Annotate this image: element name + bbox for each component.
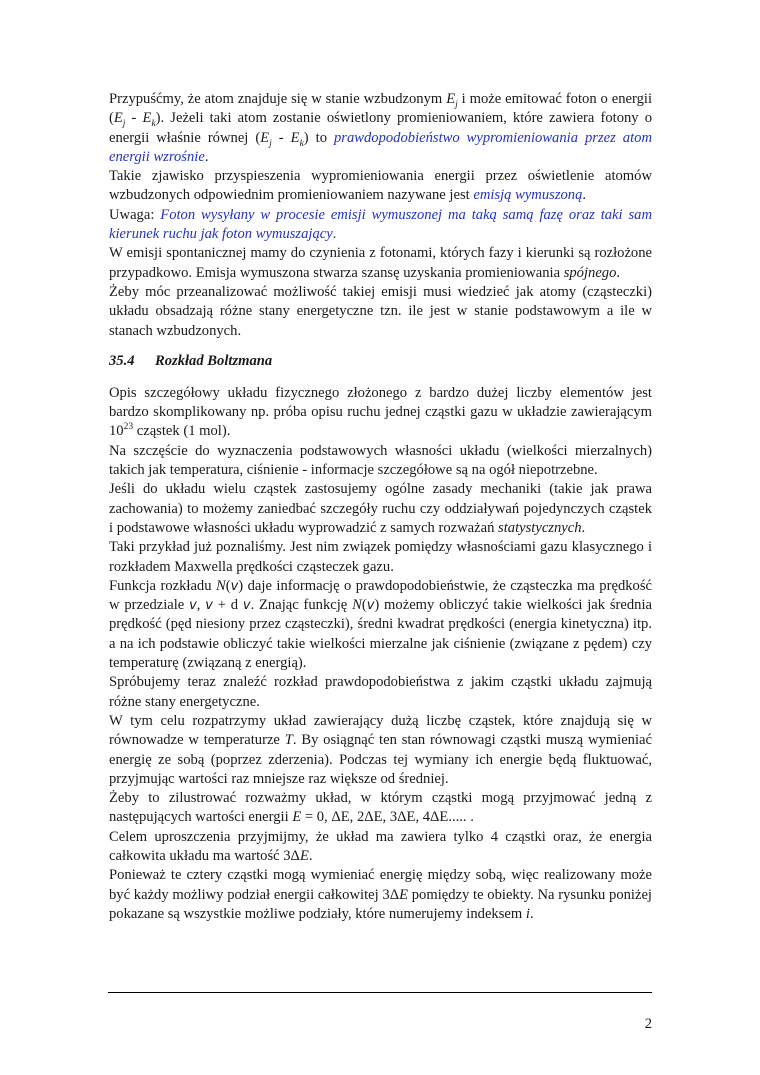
paragraph: Żeby móc przeanalizować możliwość takiej emisji musi wiedzieć jak atomy (cząsteczki) układu obsadzają różne stany energetyczne tzn. ile jest w stanie podstawowym a ile w stanach wzbudzonych. [109,283,652,339]
paragraph: Takie zjawisko przyspieszenia wypromieniowania energii przez oświetlenie atomów wzbudzonych odpowiednim promieniowaniem nazywane jest emisją wymuszoną. [109,168,652,204]
section-title: Rozkład Boltzmana [155,352,273,369]
paragraph: Opis szczegółowy układu fizycznego złożonego z bardzo dużej liczby elementów jest bardzo skomplikowany np. próba opisu ruchu jednej cząstki gazu w układzie zawierającym $10^{23}$ cząstek (1 mol). [109,384,652,440]
emphasis-link: prawdopodobieństwo wypromieniowania przez atom energii wzrośnie [109,129,652,165]
paragraph: Na szczęście do wyznaczenia podstawowych własności układu (wielkości mierzalnych) takich jak temperatura, ciśnienie - informacje szczegółowe są na ogół niepotrzebne. [109,442,652,479]
footer-divider [108,992,652,993]
paragraph: Jeśli do układu wielu cząstek zastosujemy ogólne zasady mechaniki (takie jak prawa zachowania) to możemy zaniedbać szczegóły ruchu czy oddziaływań pojedynczych cząstek i podstawowe własności układu wyprowadzić z samych rozważań statystycznych. [109,481,652,536]
paragraph: W tym celu rozpatrzymy układ zawierający dużą liczbę cząstek, które znajdują się w równowadze w temperaturze T. By osiągnąć ten stan równowagi cząstki muszą wymieniać energię ze sobą (poprzez zderzenia). Podczas tej wymiany ich energie będą fluktuować, przyjmując wartości raz mniejsze raz większe od średniej. [109,712,652,787]
section-heading [109,352,652,371]
paragraph: Przypuśćmy, że atom znajduje się w stanie wzbudzonym $E_j$ i może emitować foton o energii $(E_j - E_k)$. Jeżeli taki atom zostanie oświetlony promieniowaniem, które zawiera fotony o energii właśnie równej $(E_j - E_k)$ to prawdopodobieństwo wypromieniowania przez atom energii wzrośnie. [109,91,652,165]
paragraph: Celem uproszczenia przyjmijmy, że układ ma zawiera tylko 4 cząstki oraz, że energia całkowita układu ma wartość 3ΔE. [109,828,652,864]
section-number: 35.4 [109,352,135,369]
emphasis-link: emisją wymuszoną [473,187,583,204]
paragraph: Funkcja rozkładu N(v) daje informację o prawdopodobieństwie, że cząsteczka ma prędkość w przedziale v, v + d v. Znając funkcję N(v) możemy obliczyć takie wielkości jak średnia prędkość (pęd niesiony przez cząsteczki), średni kwadrat prędkości (energia kinetyczna) itp. a na ich podstawie obliczyć takie wielkości mierzalne jak ciśnienie (związane z pędem) czy temperaturę (związaną z energią). [109,577,652,672]
paragraph: Ponieważ te cztery cząstki mogą wymieniać energię między sobą, więc realizowany może być każdy możliwy podział energii całkowitej 3ΔE pomiędzy te obiekty. Na rysunku poniżej pokazane są wszystkie możliwe podziały, które numerujemy indeksem i. [109,867,652,922]
paragraph: Spróbujemy teraz znaleźć rozkład prawdopodobieństwa z jakim cząstki układu zajmują różne stany energetyczne. [109,674,652,710]
emphasis-link: Foton wysyłany w procesie emisji wymuszonej ma taką samą fazę oraz taki sam kierunek ruchu jak foton wymuszający [109,206,652,243]
paragraph: Taki przykład już poznaliśmy. Jest nim związek pomiędzy własnościami gazu klasycznego i rozkładem Maxwella prędkości cząsteczek gazu. [109,539,652,575]
page-number: 2 [644,1016,652,1032]
paragraph: W emisji spontanicznej mamy do czynienia z fotonami, których fazy i kierunki są rozłożone przypadkowo. Emisja wymuszona stwarza szansę uzyskania promieniowania spójnego. [109,245,652,281]
paragraph: Uwaga: Foton wysyłany w procesie emisji wymuszonej ma taką samą fazę oraz taki sam kierunek ruchu jak foton wymuszający. [109,206,652,243]
page-content [109,90,652,924]
paragraph: Żeby to zilustrować rozważmy układ, w którym cząstki mogą przyjmować jedną z następujących wartości energii E = 0, ΔE, 2ΔE, 3ΔE, 4ΔE..... . [109,790,652,826]
